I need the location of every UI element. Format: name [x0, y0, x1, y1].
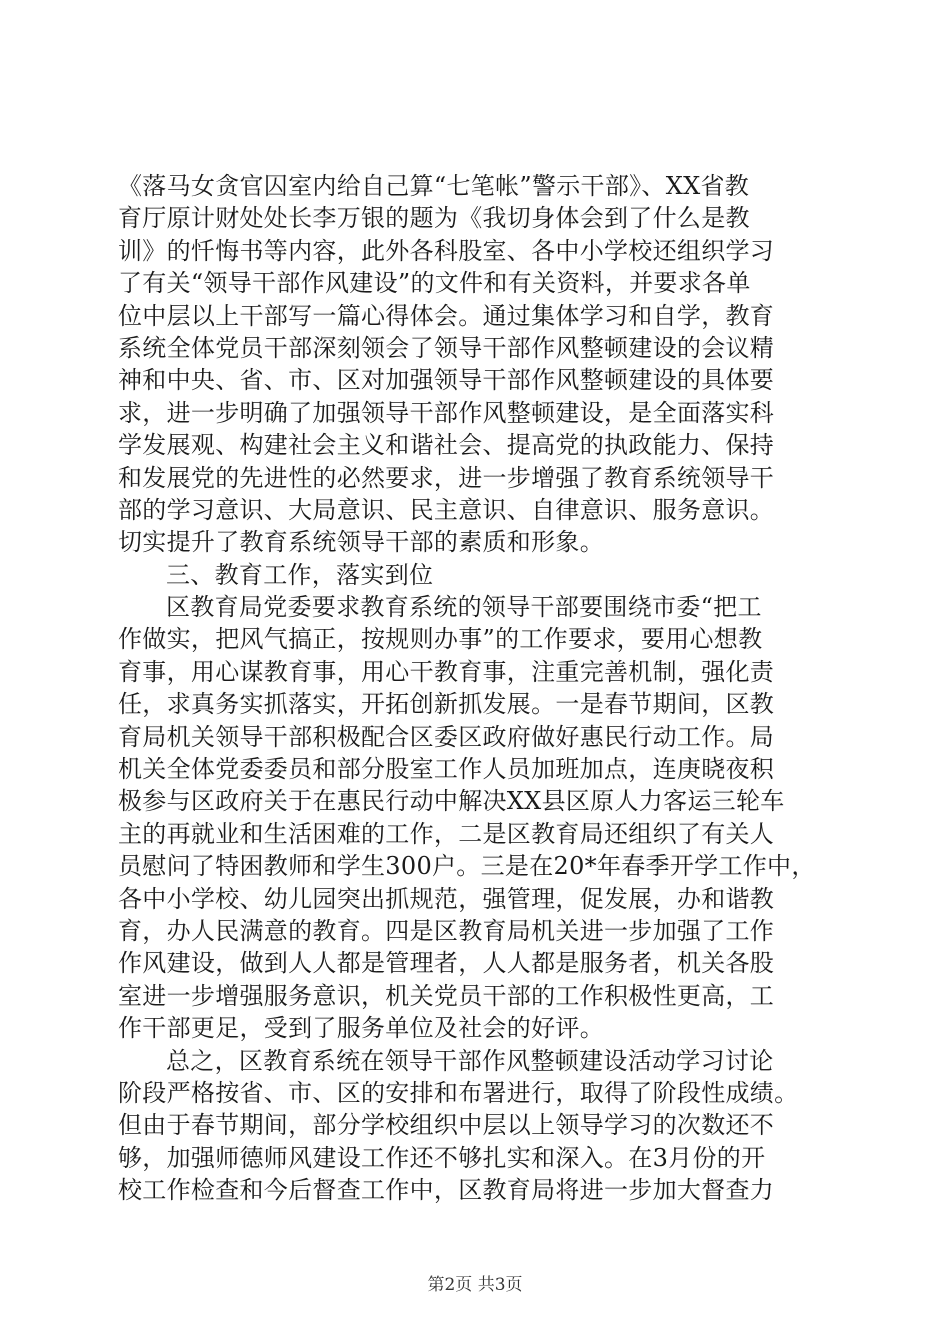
- paragraph-start-line: 区教育局党委要求教育系统的领导干部要围绕市委“把工: [166, 593, 762, 622]
- text-line: 作风建设，做到人人都是管理者，人人都是服务者，机关各股: [118, 949, 775, 978]
- text-line: 了有关“领导干部作风建设”的文件和有关资料，并要求各单: [118, 269, 751, 298]
- text-line: 极参与区政府关于在惠民行动中解决XX县区原人力客运三轮车: [118, 787, 785, 816]
- text-line: 任，求真务实抓落实，开拓创新抓发展。一是春节期间，区教: [118, 690, 775, 719]
- text-line: 切实提升了教育系统领导干部的素质和形象。: [118, 528, 604, 557]
- text-line: 阶段严格按省、市、区的安排和布署进行，取得了阶段性成绩。: [118, 1078, 799, 1107]
- text-line: 但由于春节期间，部分学校组织中层以上领导学习的次数还不: [118, 1111, 775, 1140]
- page-number-footer: 第2页 共3页: [427, 1275, 523, 1295]
- text-line: 部的学习意识、大局意识、民主意识、自律意识、服务意识。: [118, 495, 775, 524]
- text-line: 训》的忏悔书等内容，此外各科股室、各中小学校还组织学习: [118, 236, 775, 265]
- text-line: 育，办人民满意的教育。四是区教育局机关进一步加强了工作: [118, 916, 775, 945]
- text-line: 作干部更足，受到了服务单位及社会的好评。: [118, 1014, 604, 1043]
- text-line: 机关全体党委委员和部分股室工作人员加班加点，连庚晓夜积: [118, 755, 775, 784]
- text-line: 校工作检查和今后督查工作中，区教育局将进一步加大督查力: [118, 1176, 775, 1205]
- text-line: 求，进一步明确了加强领导干部作风整顿建设，是全面落实科: [118, 398, 775, 427]
- text-line: 《落马女贪官囚室内给自己算“七笔帐”警示干部》、XX省教: [118, 172, 750, 200]
- text-line: 位中层以上干部写一篇心得体会。通过集体学习和自学，教育: [118, 301, 775, 330]
- text-line: 育厅原计财处处长李万银的题为《我切身体会到了什么是教: [118, 204, 750, 233]
- text-line: 各中小学校、幼儿园突出抓规范，强管理，促发展，办和谐教: [118, 884, 775, 913]
- text-line: 系统全体党员干部深刻领会了领导干部作风整顿建设的会议精: [118, 333, 775, 362]
- text-line: 育局机关领导干部积极配合区委区政府做好惠民行动工作。局: [118, 722, 775, 751]
- paragraph-start-line: 总之，区教育系统在领导干部作风整顿建设活动学习讨论: [166, 1046, 774, 1075]
- text-line: 室进一步增强服务意识，机关党员干部的工作积极性更高，工: [118, 981, 775, 1010]
- text-line: 和发展党的先进性的必然要求，进一步增强了教育系统领导干: [118, 463, 775, 492]
- text-line: 育事，用心谋教育事，用心干教育事，注重完善机制，强化责: [118, 657, 775, 686]
- text-line: 员慰问了特困教师和学生300户。三是在20*年春季开学工作中，: [118, 852, 816, 881]
- text-line: 学发展观、构建社会主义和谐社会、提高党的执政能力、保持: [118, 431, 775, 460]
- text-line: 神和中央、省、市、区对加强领导干部作风整顿建设的具体要: [118, 366, 775, 395]
- text-line: 够，加强师德师风建设工作还不够扎实和深入。在3月份的开: [118, 1143, 766, 1172]
- text-line: 主的再就业和生活困难的工作，二是区教育局还组织了有关人: [118, 819, 775, 848]
- text-line: 作做实，把风气搞正，按规则办事”的工作要求，要用心想教: [118, 625, 763, 654]
- section-heading: 三、教育工作，落实到位: [166, 560, 434, 589]
- document-body: [118, 170, 838, 1207]
